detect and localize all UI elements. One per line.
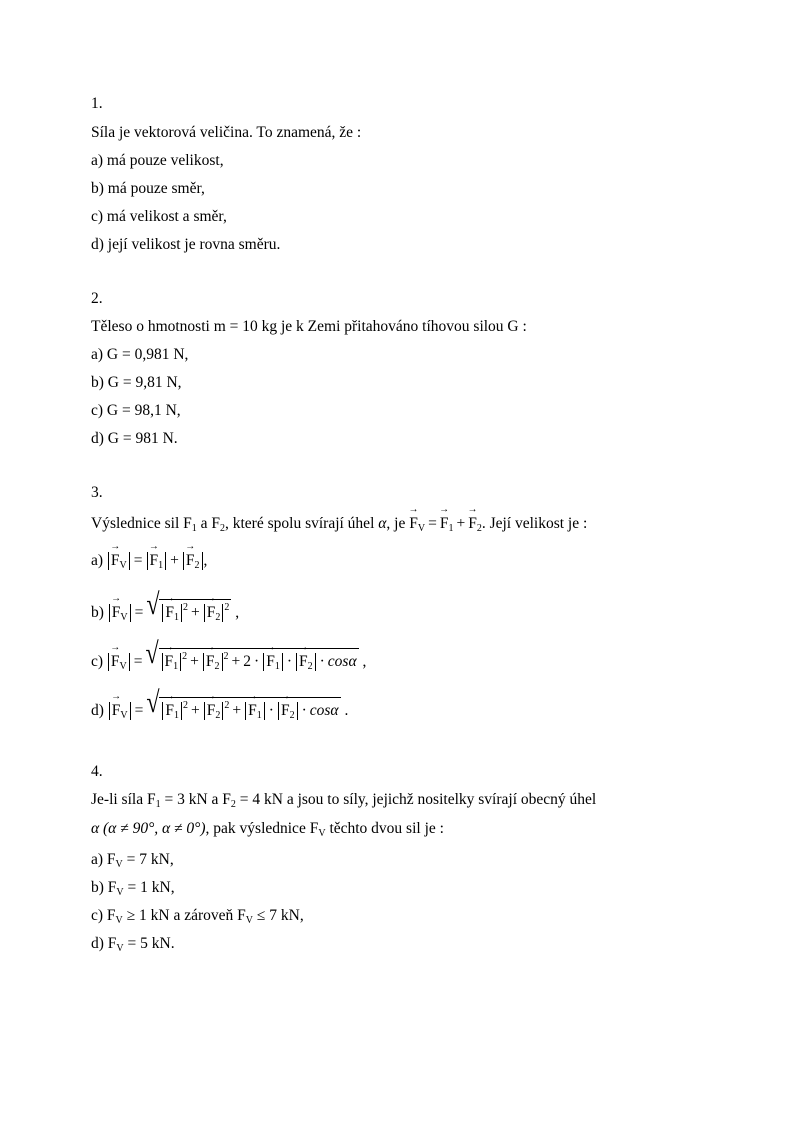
q3-number: 3. <box>91 484 103 501</box>
q2-text: Těleso o hmotnosti m = 10 kg je k Zemi přitahováno tíhovou silou G : <box>91 318 527 335</box>
q3-vector-equation: → $F_V =\to F_1 +\to F_2$ <box>409 515 482 532</box>
q3-text: Výslednice sil $F_1$ a $F_2$, které spolu svírají úhel α, je → $F_V =\to F_1 +\to F_2$. Její velikost je : <box>91 515 587 533</box>
q4-number: 4. <box>91 763 103 780</box>
q2-option-b: b) G = 9,81 N, <box>91 374 182 391</box>
q1-option-d: d) její velikost je rovna směru. <box>91 236 281 253</box>
q1-text: Síla je vektorová veličina. To znamená, že : <box>91 124 362 141</box>
q1-option-a: a) má pouze velikost, <box>91 152 224 169</box>
q3-option-c: $c) \to F_V$ = √ → $F_1^2 +\to F_2^2 + 2 \cdot\to F_1 \cdot\to F_2 \cdot \cos\alpha$ , <box>91 648 366 671</box>
q2-number: 2. <box>91 290 103 307</box>
q2-option-a: a) G = 0,981 N, <box>91 346 189 363</box>
q3-option-d: $d) \to F_V$ = √ → $F_1^2 +\to F_2^2 +\to F_1 \cdot\to F_2 \cdot \cos\alpha$ . <box>91 697 348 720</box>
q3-option-b: $b) \to F_V$ = √ → $F_1^2 +\to F_2^2$ , <box>91 599 239 622</box>
q1-number: 1. <box>91 95 103 112</box>
q1-option-b: b) má pouze směr, <box>91 180 205 197</box>
q4-text-line2: α (α ≠ 90°, α ≠ 0°), pak výslednice $F_V$ těchto dvou sil je : <box>91 820 444 839</box>
q2-option-d: d) G = 981 N. <box>91 430 178 447</box>
q4-option-c: c) $F_V \ge 1$ kN a zároveň $F_V \le 7$ kN, <box>91 907 304 926</box>
q4-option-a: a) $F_V = 7$ kN, <box>91 851 174 870</box>
q4-option-d: d) $F_V = 5$ kN. <box>91 935 175 954</box>
q4-text-line1: Je-li síla $F_1 = 3$ kN a $F_2 = 4$ kN a jsou to síly, jejichž nositelky svírají obecný úhel <box>91 791 597 810</box>
q3-option-a: $a) \to F_V =\to F_1 +\to F_2$ , <box>91 552 207 570</box>
q2-option-c: c) G = 98,1 N, <box>91 402 181 419</box>
q1-option-c: c) má velikost a směr, <box>91 208 227 225</box>
q4-option-b: b) $F_V = 1$ kN, <box>91 879 175 898</box>
